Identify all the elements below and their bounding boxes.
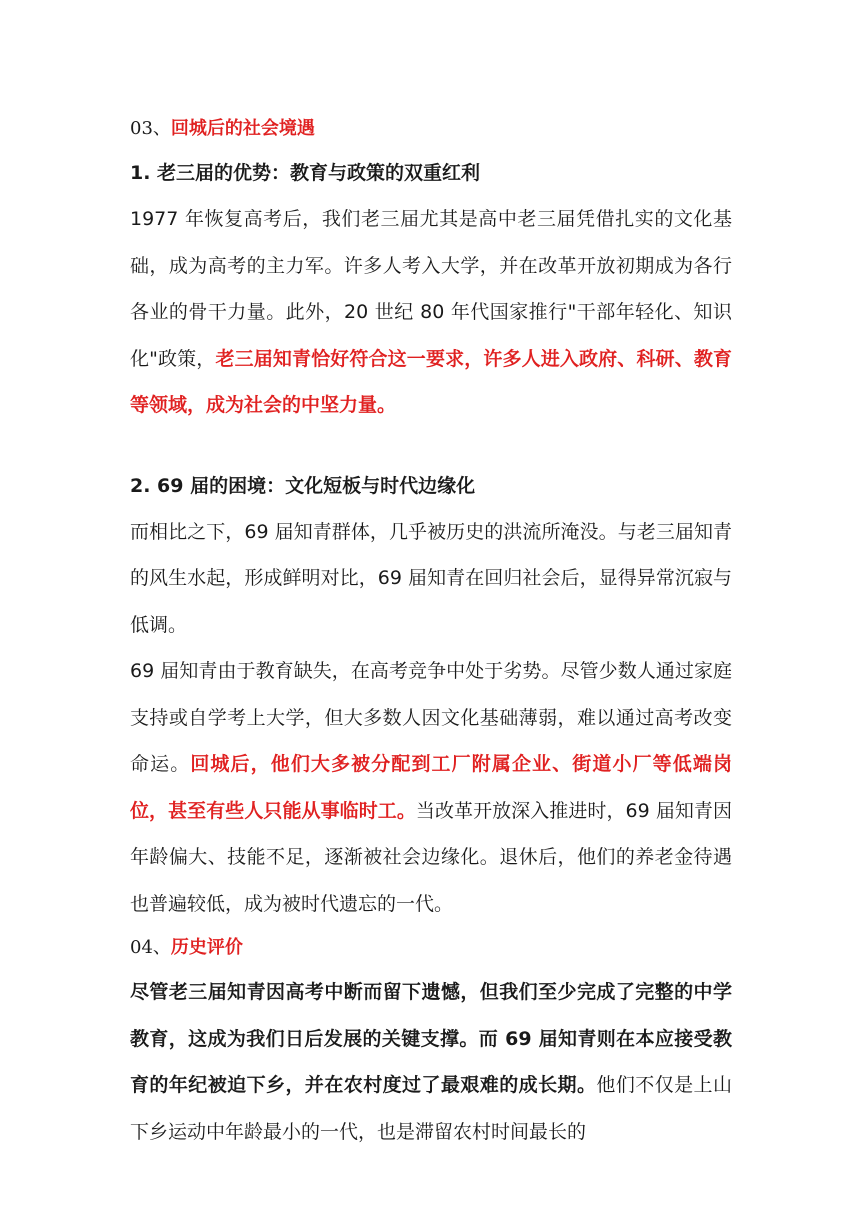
section-heading-03 <box>130 108 732 150</box>
section-title: 历史评价 <box>170 937 243 958</box>
paragraph-laosanjie <box>130 196 732 429</box>
paragraph-evaluation <box>130 969 732 1155</box>
paragraph-text: 69 届知青由于教育缺失，在高考竞争中处于劣势。尽管少数人通过家庭支持或自学考上大学，但大多数人因文化基础薄弱，难以通过高考改变命运。 <box>130 660 732 775</box>
subheading-69-dilemma: 2. 69 届的困境：文化短板与时代边缘化 <box>130 474 476 497</box>
highlighted-text: 回城后，他们大多被分配到工厂附属企业、街道小厂等低端岗位，甚至有些人只能从事临时工。 <box>130 753 732 822</box>
paragraph-69-details <box>130 648 732 927</box>
section-number: 03、 <box>130 118 171 139</box>
paragraph-69-intro: 而相比之下，69 届知青群体，几乎被历史的洪流所淹没。与老三届知青的风生水起，形成鲜明对比，69 届知青在回归社会后，显得异常沉寂与低调。 <box>130 520 732 636</box>
highlighted-text: 老三届知青恰好符合这一要求，许多人进入政府、科研、教育等领域，成为社会的中坚力量。 <box>130 347 732 416</box>
section-title: 回城后的社会境遇 <box>170 118 315 139</box>
paragraph-text: 当改革开放深入推进时，69 届知青因年龄偏大、技能不足，逐渐被社会边缘化。退休后，他们的养老金待遇也普遍较低，成为被时代遗忘的一代。 <box>130 799 732 915</box>
paragraph-spacer <box>130 429 732 463</box>
section-number: 04、 <box>130 937 171 958</box>
subheading-laosanjie-advantage: 1. 老三届的优势：教育与政策的双重红利 <box>130 162 481 184</box>
bold-text: 尽管老三届知青因高考中断而留下遗憾，但我们至少完成了完整的中学教育，这成为我们日后发展的关键支撑。而 69 届知青则在本应接受教育的年纪被迫下乡，并在农村度过了最艰难的成长期。 <box>130 981 732 1096</box>
document-page <box>130 108 732 1155</box>
paragraph-text: 他们不仅是上山下乡运动中年龄最小的一代，也是滞留农村时间最长的 <box>130 1074 732 1143</box>
paragraph-text: 1977 年恢复高考后，我们老三届尤其是高中老三届凭借扎实的文化基础，成为高考的主力军。许多人考入大学，并在改革开放初期成为各行各业的骨干力量。此外，20 世纪 80 年代国家推行"干部年轻化、知识化"政策， <box>130 208 732 370</box>
section-heading-04 <box>130 927 732 969</box>
